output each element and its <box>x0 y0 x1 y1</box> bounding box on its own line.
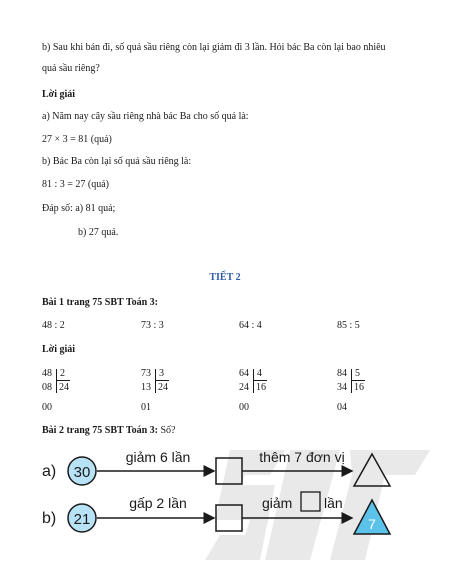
division-dividend: 64 <box>239 368 249 379</box>
row-b-op2-post: lần <box>324 495 343 511</box>
bai2-heading-line <box>42 424 175 438</box>
division-dividend: 48 <box>42 368 52 379</box>
row-a-op1: giảm 6 lần <box>125 449 191 465</box>
solution-b-calc: 81 : 3 = 27 (quả) <box>42 179 110 190</box>
intro-line-2: quả sầu riêng? <box>42 63 100 74</box>
division-divisor: 2 <box>60 368 65 379</box>
division-bar-vertical <box>351 369 352 393</box>
row-a-op2: thêm 7 đơn vị <box>259 449 345 465</box>
bai2-question: Số? <box>157 425 176 436</box>
section-title: TIẾT 2 <box>209 272 241 283</box>
bai2-diagram <box>40 448 410 558</box>
division-step: 24 <box>239 382 249 393</box>
bai1-problem-1: 48 : 2 <box>42 320 65 331</box>
division-remainder-3: 00 <box>239 402 249 413</box>
division-bar-horizontal <box>56 380 70 381</box>
division-quotient: 16 <box>354 382 364 393</box>
answer-a: Đáp số: a) 81 quả; <box>42 203 116 214</box>
row-b-box <box>216 505 242 531</box>
row-a-end-triangle <box>354 454 390 486</box>
bai1-heading: Bài 1 trang 75 SBT Toán 3: <box>42 297 158 308</box>
row-a-box <box>216 458 242 484</box>
row-b-label: b) <box>42 510 57 527</box>
row-a-label: a) <box>42 463 57 480</box>
row-a-start-value: 30 <box>73 464 91 481</box>
division-quotient: 24 <box>59 382 69 393</box>
intro-line-1: b) Sau khi bán đi, số quả sầu riêng còn lại giảm đi 3 lần. Hỏi bác Ba còn lại bao nhiêu <box>42 42 386 53</box>
division-quotient: 24 <box>158 382 168 393</box>
division-step: 13 <box>141 382 151 393</box>
row-b-op1: gấp 2 lần <box>129 495 187 511</box>
division-bar-horizontal <box>351 380 365 381</box>
bai1-solution-heading: Lời giải <box>42 344 76 355</box>
division-dividend: 84 <box>337 368 347 379</box>
bai1-problem-2: 73 : 3 <box>141 320 164 331</box>
solution-b-text: b) Bác Ba còn lại số quả sầu riêng là: <box>42 156 192 167</box>
division-step: 34 <box>337 382 347 393</box>
division-bar-vertical <box>56 369 57 393</box>
answer-b: b) 27 quả. <box>78 227 119 238</box>
division-remainder-4: 04 <box>337 402 347 413</box>
division-bar-vertical <box>155 369 156 393</box>
division-bar-horizontal <box>253 380 267 381</box>
division-divisor: 4 <box>257 368 262 379</box>
division-bar-vertical <box>253 369 254 393</box>
bai2-heading: Bài 2 trang 75 SBT Toán 3: <box>42 425 158 436</box>
row-b-end-value: 7 <box>368 516 376 532</box>
row-b-op2-pre: giảm <box>262 495 293 511</box>
bai1-problem-3: 64 : 4 <box>239 320 262 331</box>
division-divisor: 5 <box>355 368 360 379</box>
division-bar-horizontal <box>155 380 169 381</box>
row-b-start-value: 21 <box>73 511 91 528</box>
division-remainder-1: 00 <box>42 402 52 413</box>
row-b-op2-box <box>301 492 320 511</box>
solution-a-calc: 27 × 3 = 81 (quả) <box>42 134 112 145</box>
division-remainder-2: 01 <box>141 402 151 413</box>
solution-heading: Lời giải <box>42 89 76 100</box>
division-step: 08 <box>42 382 52 393</box>
division-divisor: 3 <box>159 368 164 379</box>
division-dividend: 73 <box>141 368 151 379</box>
solution-a-text: a) Năm nay cây sầu riêng nhà bác Ba cho số quả là: <box>42 111 249 122</box>
division-quotient: 16 <box>256 382 266 393</box>
bai1-problem-4: 85 : 5 <box>337 320 360 331</box>
